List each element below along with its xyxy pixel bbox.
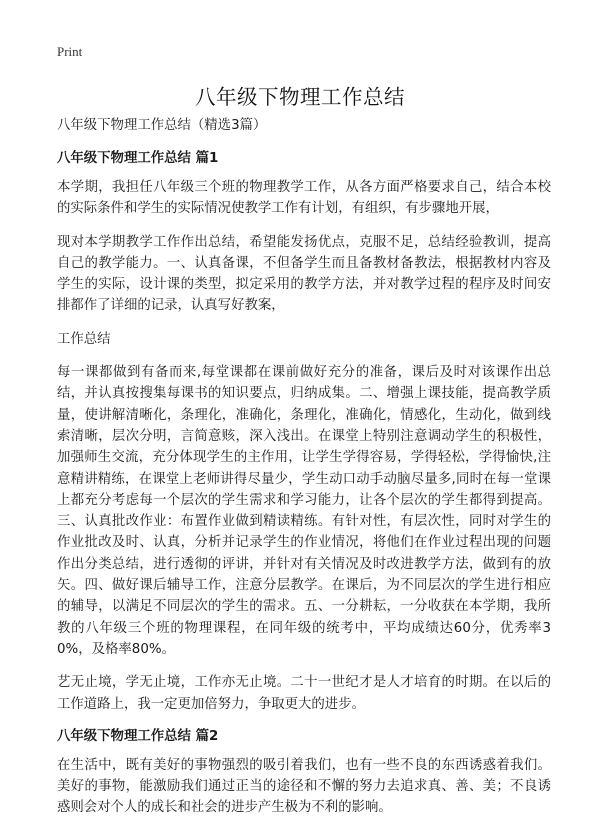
paragraph: 艺无止境，学无止境，工作亦无止境。二十一世纪才是人才培育的时期。在以后的工作道路上，我一定更加倍努力，争取更大的进步。 [57,675,551,712]
document-title: 八年级下物理工作总结 [195,85,405,109]
section-1 [57,149,551,715]
paragraph: 在生活中，既有美好的事物强烈的吸引着我们，也有一些不良的东西诱惑着我们。美好的事物，能激励我们通过正当的途径和不懈的努力去追求真、善、美；不良诱惑则会对个人的成长和社会的进步产生极为不利的影响。 [57,757,551,816]
document-body [57,116,551,819]
section-2 [57,727,551,819]
paragraph: 本学期，我担任八年级三个班的物理教学工作，从各方面严格要求自己，结合本校的实际条件和学生的实际情况使教学工作有计划，有组织，有步骤地开展， [57,180,551,217]
paragraph: 每一课都做到有备而来,每堂课都在课前做好充分的准备，课后及时对该课作出总结，并认真按搜集每课书的知识要点，归纳成集。二、增强上课技能，提高教学质量，使讲解清晰化，条理化，准确化，条理化，准确化，情感化，生动化，做到线索清晰，层次分明，言简意赅，深入浅出。在课堂上特别注意调动学生的积极性，加强师生交流，充分体现学生的主作用，让学生学得容易，学得轻松，学得愉快,注意精讲精练，在课堂上老师讲得尽量少，学生动口动手动脑尽量多,同时在每一堂课上都充分考虑每一个层次的学生需求和学习能力，让各个层次的学生都得到提高。三、认真批改作业：布置作业做到精读精练。有针对性，有层次性，同时对学生的作业批改及时、认真，分析并记录学生的作业情况，将他们在作业过程出现的问题作出分类总结，进行透彻的评讲，并针对有关情况及时改进教学方法，做到有的放矢。四、做好课后辅导工作，注意分层教学。在课后，为不同层次的学生进行相应的辅导，以满足不同层次的学生的需求。五、一分耕耘，一分收获在本学期，我所教的八年级三个班的物理课程，在同年级的统考中，平均成绩达60分，优秀率30%，及格率80%。 [57,365,551,657]
paragraph: 现对本学期教学工作作出总结，希望能发扬优点，克服不足，总结经验教训，提高自己的教学能力。一、认真备课，不但备学生而且备教材备教法，根据教材内容及学生的实际，设计课的类型，拟定采用的教学方法，并对教学过程的程序及时间安排都作了详细的记录，认真写好教案， [57,234,551,314]
paragraph: 工作总结 [57,331,111,347]
print-label: Print [57,44,83,59]
section-heading: 八年级下物理工作总结 篇2 [57,728,219,744]
section-heading: 八年级下物理工作总结 篇1 [57,151,219,166]
document-subtitle: 八年级下物理工作总结（精选3篇） [57,118,267,133]
